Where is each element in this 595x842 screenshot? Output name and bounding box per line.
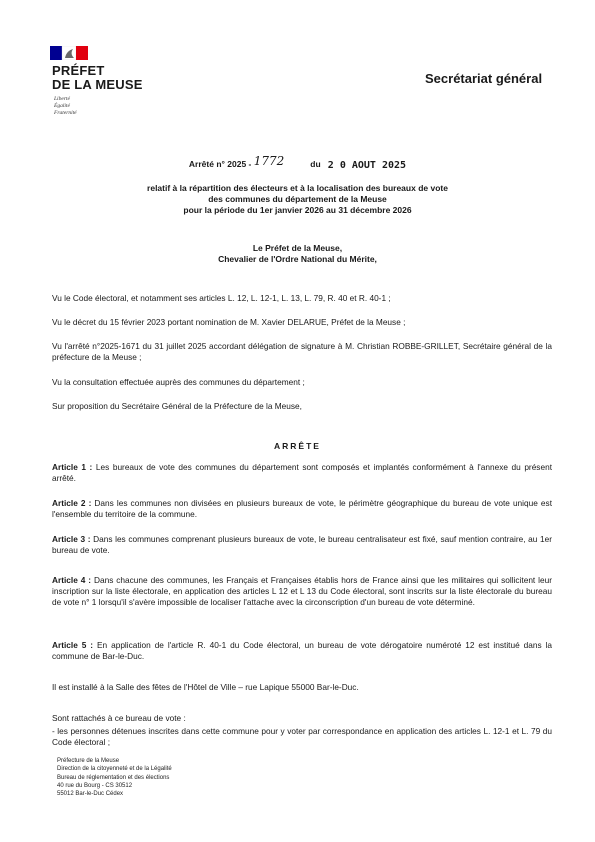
prefet-line-1: Le Préfet de la Meuse, [252, 243, 343, 253]
prefet-line-2: Chevalier de l'Ordre National du Mérite, [218, 254, 377, 264]
title-line-3: pour la période du 1er janvier 2026 au 31 décembre 2026 [183, 205, 412, 215]
footer-line-1: Préfecture de la Meuse [57, 758, 120, 764]
arrete-title [0, 183, 595, 216]
arrete-number-handwritten: 1772 [253, 154, 285, 168]
article-3 [52, 534, 552, 556]
arrete-prefix: Arrêté n° 2025 - [188, 159, 252, 169]
article-4-label: Article 4 : [52, 575, 92, 585]
article-1-text: Les bureaux de vote des communes du département sont composés et implantés conformément à l'annexe du présent arrêté. [52, 462, 552, 483]
article-4 [52, 575, 552, 608]
footer-line-2: Direction de la citoyenneté et de la Légalité [57, 766, 172, 773]
visa-arrete-delegation: Vu l'arrêté n°2025-1671 du 31 juillet 2025 accordant délégation de signature à M. Christian ROBBE-GRILLET, Secrétaire général de la préfecture de la Meuse ; [52, 341, 552, 362]
motto-egalite: Égalité [54, 103, 70, 109]
article-5-text: En application de l'article R. 40-1 du Code électoral, un bureau de vote dérogatoire numéroté 12 est institué dans la commune de Bar-le-Duc. [52, 640, 553, 661]
visa-proposition: Sur proposition du Secrétaire Général de la Préfecture de la Meuse, [52, 401, 302, 411]
article-1 [52, 462, 552, 484]
article-2 [52, 498, 552, 520]
footer-line-5: 55012 Bar-le-Duc Cédex [57, 791, 124, 798]
logo-line-2: DE LA MEUSE [52, 77, 143, 92]
prefet-signatory [0, 243, 595, 265]
article-2-label: Article 2 : [52, 498, 92, 508]
prefecture-logo-text [52, 64, 143, 92]
service-name: Secrétariat général [425, 71, 543, 86]
arrete-du: du [310, 159, 321, 169]
article-2-text: Dans les communes non divisées en plusieurs bureaux de vote, le périmètre géographique du bureau de vote unique est l'ensemble du territoire de la commune. [52, 498, 552, 519]
visa-decret-nomination: Vu le décret du 15 février 2023 portant nomination de M. Xavier DELARUE, Préfet de la Meuse ; [52, 317, 406, 327]
footer-line-4: 40 rue du Bourg - CS 30512 [57, 782, 133, 789]
motto-liberte: Liberté [54, 96, 70, 102]
installed-location: Il est installé à la Salle des fêtes de l'Hôtel de Ville – rue Lapique 55000 Bar-le-Duc. [52, 682, 359, 692]
title-line-1: relatif à la répartition des électeurs et à la localisation des bureaux de vote [147, 183, 448, 193]
marianne-flag-icon [50, 46, 88, 60]
date-stamp: 2 0 AOUT 2025 [327, 160, 407, 171]
title-line-2: des communes du département de la Meuse [208, 194, 387, 204]
article-1-label: Article 1 : [52, 462, 93, 472]
article-4-text: Dans chacune des communes, les Français et Françaises établis hors de France ainsi que les militaires qui sollicitent leur inscription sur la liste électorale, en application des articles L 12 et L 13 du Code électoral, sont inscrits sur la liste électorale du bureau de vote n° 1 lorsqu'il s'avère impossible de localiser l'attache avec la circonscription d'un bureau de vote déterminé. [52, 575, 552, 607]
logo-line-1: PRÉFET [52, 63, 105, 78]
article-5-label: Article 5 : [52, 640, 94, 650]
visa-code-electoral: Vu le Code électoral, et notamment ses articles L. 12, L. 12-1, L. 13, L. 79, R. 40 et R. 40-1 ; [52, 293, 391, 303]
article-3-text: Dans les communes comprenant plusieurs bureaux de vote, le bureau centralisateur est fixé, sauf mention contraire, au 1er bureau de vote. [52, 534, 552, 555]
attached-intro: Sont rattachés à ce bureau de vote : [52, 713, 186, 723]
article-3-label: Article 3 : [52, 534, 91, 544]
footer-address [57, 757, 172, 798]
article-5 [52, 640, 552, 662]
arrete-number-line [0, 156, 595, 170]
footer-line-3: Bureau de réglementation et des élections [57, 774, 170, 781]
republic-motto [54, 96, 77, 117]
arrete-heading: ARRÊTE [274, 441, 321, 451]
visa-consultation: Vu la consultation effectuée auprès des communes du département ; [52, 377, 305, 387]
motto-fraternite: Fraternité [54, 110, 77, 116]
attached-item: - les personnes détenues inscrites dans cette commune pour y voter par correspondance en application des articles L. 12-1 et L. 79 du Code électoral ; [52, 726, 552, 747]
